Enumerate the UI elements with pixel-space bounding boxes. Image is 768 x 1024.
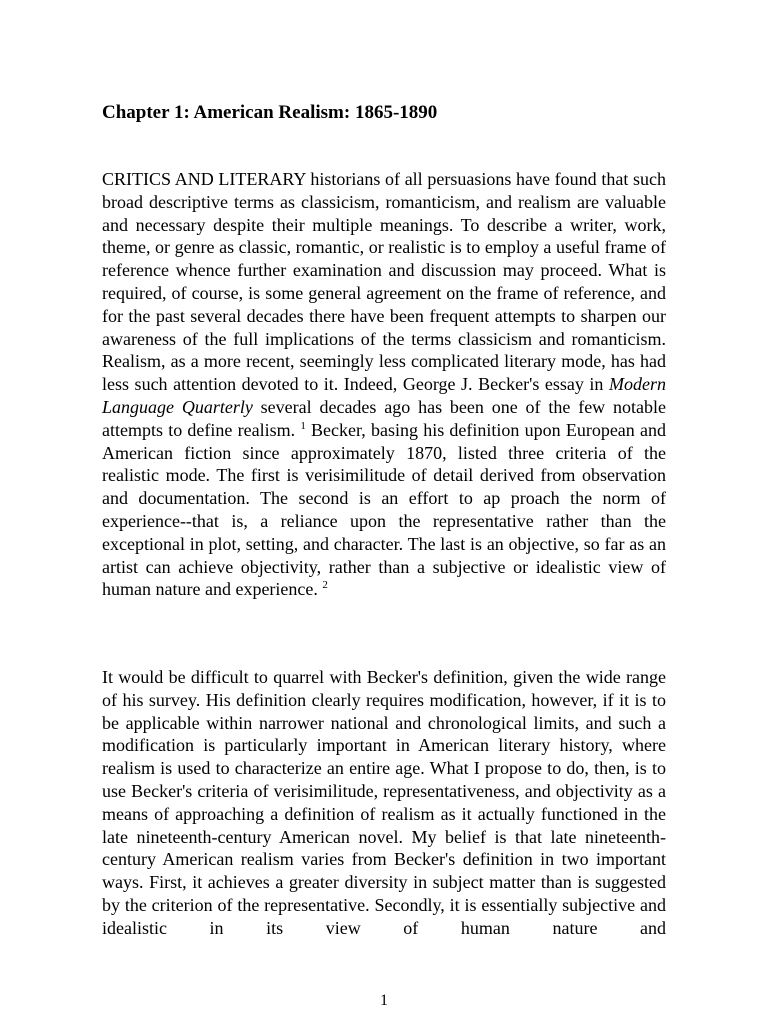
footnote-marker-1: 1 (300, 419, 306, 432)
paragraph-1-text-end: Becker, basing his definition upon European and American fiction since approximately 1870, listed three criteria of the realistic mode. The first is verisimilitude of detail derived from observation and documentation. The second is an effort to ap proach the norm of experience--that is, a reliance upon the representative rather than the exceptional in plot, setting, and character. The last is an objective, so far as an artist can achieve objectivity, rather than a subjective or idealistic view of human nature and experience. (102, 419, 666, 600)
paragraph-2: It would be difficult to quarrel with Becker's definition, given the wide range of his survey. His definition clearly requires modification, however, if it is to be applicable within narrower national and chronological limits, and such a modification is particularly important in American literary history, where realism is used to characterize an entire age. What I propose to do, then, is to use Becker's criteria of verisimilitude, representativeness, and objectivity as a means of approaching a definition of realism as it actually functioned in the late nineteenth-century American novel. My belief is that late nineteenth-century American realism varies from Becker's definition in two important ways. First, it achieves a greater diversity in subject matter than is suggested by the criterion of the representative. Secondly, it is essentially subjective and idealistic in its view of human nature and (102, 667, 666, 938)
paragraph-1-text: CRITICS AND LITERARY historians of all persuasions have found that such broad descriptive terms as classicism, romanticism, and realism are valuable and necessary despite their multiple meanings. To describe a writer, work, theme, or genre as classic, romantic, or realistic is to employ a useful frame of reference whence further examination and discussion may proceed. What is required, of course, is some general agreement on the frame of reference, and for the past several decades there have been frequent attempts to sharpen our awareness of the full implications of the terms classicism and romanticism. Realism, as a more recent, seemingly less complicated literary mode, has had less such attention devoted to it. Indeed, George J. Becker's essay in (102, 169, 666, 395)
paragraph-1-text-cont: several decades ago has been one of the few notable attempts to define realism. (102, 396, 666, 440)
journal-title: Modern Language Quarterly (102, 374, 666, 417)
paragraph-1 (102, 168, 666, 601)
page-number: 1 (380, 992, 388, 1009)
chapter-title: Chapter 1: American Realism: 1865-1890 (102, 102, 438, 123)
footnote-marker-2: 2 (322, 579, 328, 592)
